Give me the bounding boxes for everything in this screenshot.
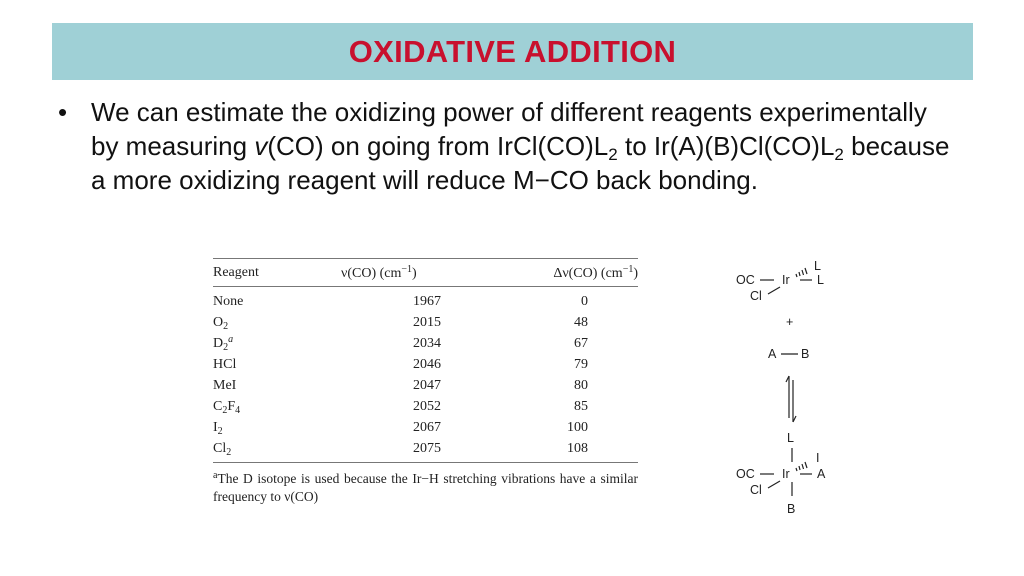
reaction-scheme <box>730 252 850 524</box>
product-oc-label: OC <box>736 467 755 481</box>
table-footnote <box>213 467 638 506</box>
co-stretch-table <box>213 258 638 463</box>
bullet-text-part4: because a more oxidizing reagent will reduce M−CO back bonding. <box>91 131 950 195</box>
table-row <box>213 354 638 375</box>
footnote-mark: a <box>213 470 218 481</box>
product-l-top-label: L <box>787 431 794 445</box>
reactant-l-top-label: L <box>814 259 821 273</box>
header-reagent: Reagent <box>213 259 333 287</box>
cell-delta-nu: 100 <box>567 419 588 435</box>
reactant-ir-label: Ir <box>782 273 790 287</box>
scheme-bonds <box>730 252 850 524</box>
cell-reagent: $D_2^a$ <box>213 334 234 353</box>
subscript-2: 2 <box>608 145 618 164</box>
cell-reagent: $Cl_2$ <box>213 438 333 463</box>
plus-sign: + <box>786 315 794 329</box>
table-row <box>213 287 638 313</box>
cell-reagent: $C_2F_4$ <box>213 399 241 416</box>
bullet-text-part1: We can estimate the oxidizing power of different reagents experimentally by measuring <box>91 97 927 161</box>
cell-nu-co: 2015 <box>413 314 441 330</box>
bullet-point <box>58 95 958 197</box>
cell-nu-co: 2047 <box>413 377 441 393</box>
title-bar <box>52 23 973 80</box>
bullet-text-part3: to Ir(A)(B)Cl(CO)L <box>617 131 835 161</box>
cell-delta-nu: 79 <box>574 356 588 372</box>
footnote-text: The D isotope is used because the Ir−H stretching vibrations have a similar frequency to ν(CO) <box>213 471 638 504</box>
cell-nu-co: 2075 <box>333 438 521 463</box>
product-ir-label: Ir <box>782 467 790 481</box>
table-row <box>213 375 638 396</box>
table-row <box>213 312 638 333</box>
reagent-a-label: A <box>768 347 777 361</box>
table-row <box>213 438 638 463</box>
cell-delta-nu: 80 <box>574 377 588 393</box>
cell-delta-nu: 48 <box>574 314 588 330</box>
header-delta-nu: Δν(CO) $(cm^{-1})$ <box>521 259 638 287</box>
cell-nu-co: 1967 <box>413 293 441 309</box>
cell-nu-co: 2067 <box>413 419 441 435</box>
subscript-2b: 2 <box>834 145 844 164</box>
cell-reagent: $O_2$ <box>213 315 229 332</box>
bullet-text-part2: (CO) on going from IrCl(CO)L <box>267 131 609 161</box>
reactant-cl-label: Cl <box>750 289 762 303</box>
cell-nu-co: 2052 <box>413 398 441 414</box>
cell-reagent: HCl <box>213 357 237 372</box>
cell-reagent: $I_2$ <box>213 420 223 437</box>
product-b-label: B <box>787 502 796 516</box>
cell-nu-co: 2046 <box>413 356 441 372</box>
cell-delta-nu: 108 <box>521 438 638 463</box>
bullet-text <box>91 95 958 197</box>
cell-delta-nu: 85 <box>574 398 588 414</box>
nu-symbol: v <box>254 131 268 161</box>
product-cl-label: Cl <box>750 483 762 497</box>
cell-delta-nu: 0 <box>581 293 588 309</box>
product-x-label: I <box>816 451 820 465</box>
header-nu-co: ν(CO) $(cm^{-1})$ <box>333 259 521 287</box>
cell-nu-co: 2034 <box>413 335 441 351</box>
cell-reagent: None <box>213 294 244 309</box>
table-row <box>213 417 638 438</box>
table-header-row <box>213 259 638 287</box>
data-table-figure <box>213 258 638 506</box>
cell-delta-nu: 67 <box>574 335 588 351</box>
table-row <box>213 396 638 417</box>
reagent-b-label: B <box>801 347 810 361</box>
cell-reagent: MeI <box>213 378 237 393</box>
reactant-oc-label: OC <box>736 273 755 287</box>
table-row <box>213 333 638 354</box>
reactant-l-right-label: L <box>817 273 824 287</box>
bullet-dot: • <box>58 97 68 127</box>
slide-title: OXIDATIVE ADDITION <box>348 33 677 69</box>
product-a-label: A <box>817 467 826 481</box>
